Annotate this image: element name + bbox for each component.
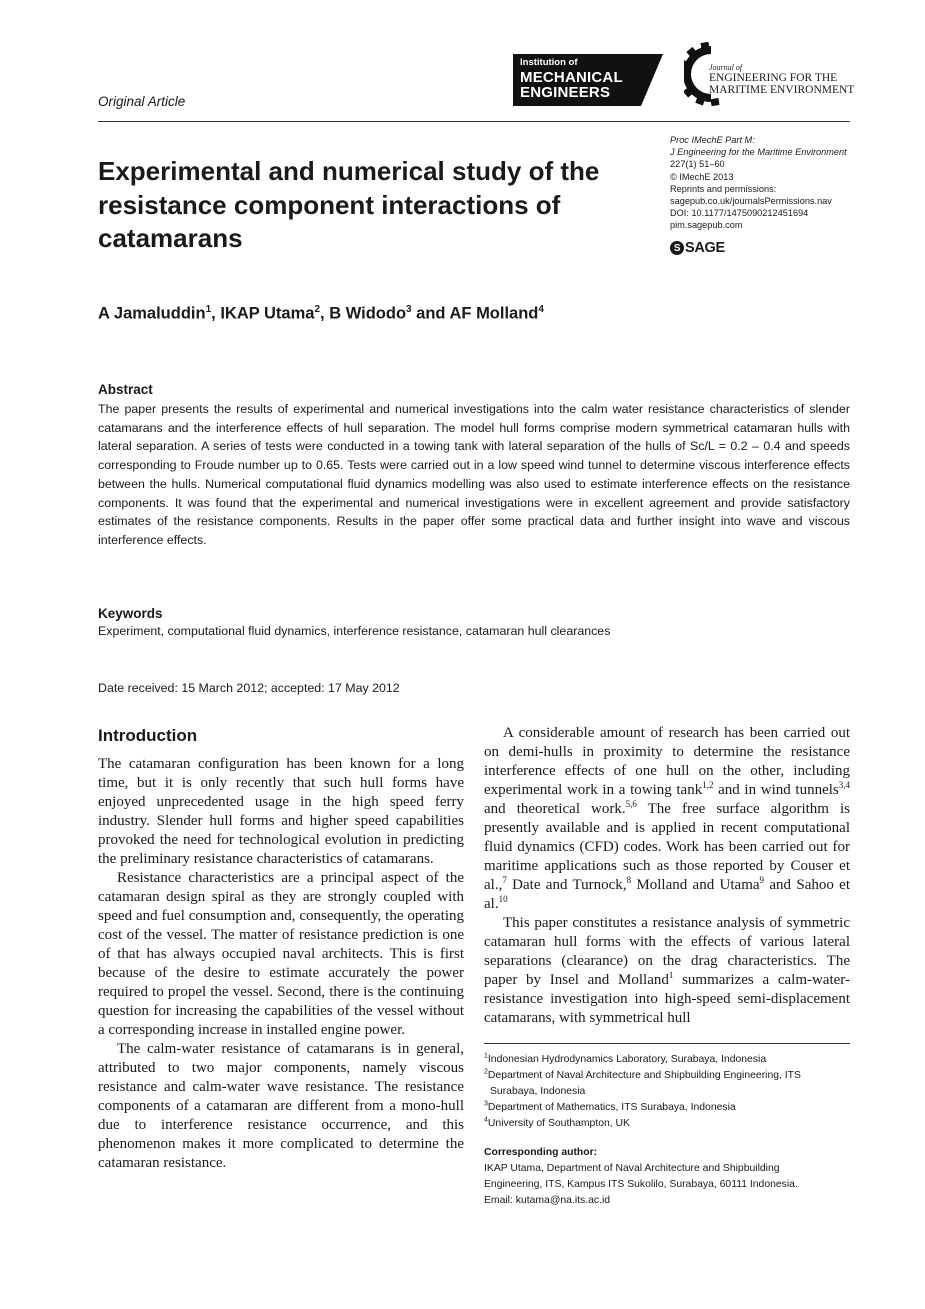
citation-ref[interactable]: 1,2 [702, 780, 714, 790]
institution-name-line: MECHANICAL [520, 68, 623, 86]
body-paragraph: The catamaran configuration has been known for a long time, but it is only recently that such hull forms have enjoyed unprecedented usage in the high speed ferry industry. Slender hull forms and higher speed capabilities provoked the need for technological evolution in predicting the preliminary resistance characteristics of catamarans. [98, 756, 464, 867]
corresponding-heading: Corresponding author: [484, 1147, 598, 1158]
footnote-divider [484, 1043, 850, 1044]
citation-ref[interactable]: 3,4 [838, 780, 850, 790]
affiliation-number: 3 [484, 1100, 488, 1108]
affiliation-text-continued: Surabaya, Indonesia [490, 1086, 586, 1097]
author-affiliation-ref: 4 [538, 304, 544, 315]
body-paragraph: This paper constitutes a resistance analysis of symmetric catamaran hull forms with the effects of various lateral separations (clearance) on the drag characteristics. The paper by Insel and Molland$^1$ summarizes a calm-water-resistance investigation into high-speed semi-displacement catamarans, with symmetrical hull [484, 915, 850, 1026]
affiliation-number: 1 [484, 1052, 488, 1060]
body-column-right [484, 724, 850, 1028]
corresponding-line: IKAP Utama, Department of Naval Architecture and Shipbuilding [484, 1163, 780, 1174]
author-name: IKAP Utama [220, 304, 315, 323]
dates-line: Date received: 15 March 2012; accepted: 17 May 2012 [98, 681, 400, 695]
citation-ref[interactable]: 7 [502, 875, 507, 885]
journal-name [709, 63, 854, 96]
publisher-name: SAGE [685, 240, 725, 256]
corresponding-author [484, 1145, 850, 1209]
citation-ref[interactable]: 8 [626, 875, 632, 885]
meta-line: 227(1) 51–60 [670, 159, 725, 170]
affiliation-text: University of Southampton, UK [487, 1118, 630, 1129]
meta-line: J Engineering for the Maritime Environment [670, 147, 847, 158]
corresponding-line: Engineering, ITS, Kampus ITS Sukolilo, Surabaya, 60111 Indonesia. [484, 1179, 798, 1190]
institution-name-line: Institution of [520, 57, 578, 68]
affiliation-text: Department of Mathematics, ITS Surabaya, Indonesia [487, 1102, 736, 1113]
meta-line: Reprints and permissions: [670, 183, 777, 194]
author-list: A Jamaluddin$^1$, IKAP Utama$^2$, B Widodo$^3$ and AF Molland$^4$ [98, 304, 544, 323]
affiliation-number: 4 [484, 1116, 488, 1124]
abstract-heading: Abstract [98, 382, 153, 397]
affiliation-item [484, 1116, 850, 1132]
journal-name-line: MARITIME ENVIRONMENT [709, 84, 855, 96]
author-name: A Jamaluddin [98, 304, 206, 323]
body-column-left [98, 755, 464, 1173]
abstract-text: The paper presents the results of experimental and numerical investigations into the calm water resistance characteristics of slender catamarans and the interference effects of hull separation. The model hull forms comprise modern symmetrical catamaran hulls with lateral separation. A series of tests were conducted in a towing tank with lateral separation of the hulls of Sc/L = 0.2 – 0.4 and speeds corresponding to Froude number up to 0.65. Tests were carried out in a low speed wind tunnel to determine viscous interference effects between the hulls. Numerical computational fluid dynamics modelling was also used to estimate interference effects on the resistance components. It was found that the experimental and numerical investigations were in excellent agreement and provide satisfactory estimates of the resistance components. Results in the paper offer some practical data and further insight into wave and viscous interference effects. [98, 402, 850, 547]
author-name: AF Molland [449, 304, 539, 323]
body-paragraph: The calm-water resistance of catamarans is in general, attributed to two major components, namely viscous resistance and calm-water wave resistance. The resistance components of a catamaran are different from a mono-hull due to interference resistance occurrence, and this phenomenon makes it more complicated to determine the catamaran resistance. [98, 1041, 464, 1171]
author-name: B Widodo [329, 304, 407, 323]
keywords-text: Experiment, computational fluid dynamics, interference resistance, catamaran hull clearances [98, 624, 611, 638]
citation-ref[interactable]: 1 [668, 970, 674, 980]
body-paragraph: A considerable amount of research has been carried out on demi-hulls in proximity to determine the resistance interference effects of one hull on the other, including experimental work in a towing tank$^{1,2}$ and in wind tunnels$^{3,4}$ and theoretical work.$^{5,6}$ The free surface algorithm is presently available and is applied in recent computational fluid dynamics (CFD) codes. Work has been carried out for maritime applications such as those reported by Couser et al.,$^7$ Date and Turnock,$^8$ Molland and Utama$^9$ and Sahoo et al.$^{10}$ [484, 725, 851, 912]
article-title: Experimental and numerical study of the resistance component interactions of catamarans [98, 156, 600, 253]
journal-name-line: ENGINEERING FOR THE [709, 72, 838, 84]
header-divider [98, 121, 850, 122]
journal-of-label: Journal of [709, 63, 743, 72]
author-affiliation-ref: 3 [406, 304, 412, 315]
affiliation-number: 2 [484, 1068, 488, 1076]
citation-ref[interactable]: 10 [498, 894, 508, 904]
keywords-heading: Keywords [98, 606, 163, 621]
affiliation-item [484, 1100, 850, 1116]
affiliation-item [484, 1068, 850, 1084]
article-type: Original Article [98, 94, 186, 109]
publisher-logo [670, 240, 725, 256]
institution-name-line: ENGINEERS [520, 83, 611, 101]
introduction-heading: Introduction [98, 726, 198, 745]
affiliation-text: Department of Naval Architecture and Shipbuilding Engineering, ITS [487, 1070, 801, 1081]
meta-line: DOI: 10.1177/1475090212451694 [670, 208, 809, 219]
meta-line: sagepub.co.uk/journalsPermissions.nav [670, 196, 832, 207]
publication-meta [670, 134, 847, 232]
meta-line: pim.sagepub.com [670, 220, 743, 231]
body-paragraph: Resistance characteristics are a principal aspect of the catamaran design spiral as they are strongly coupled with speed and fuel consumption and, consequently, the operating cost of the vessel. The matter of resistance prediction is one of that has always occupied naval architects. This is first because of the desire to estimate accurately the power required to propel the vessel. Second, there is the continuing question for increasing the capabilities of the vessel without a corresponding increase in installed engine power. [98, 870, 464, 1038]
institution-name [520, 58, 623, 100]
affiliations [484, 1052, 850, 1132]
author-affiliation-ref: 1 [205, 304, 212, 315]
meta-line: Proc IMechE Part M: [670, 135, 755, 145]
affiliation-text: Indonesian Hydrodynamics Laboratory, Surabaya, Indonesia [487, 1054, 767, 1065]
meta-line: © IMechE 2013 [670, 171, 734, 182]
affiliation-item [484, 1052, 850, 1068]
citation-ref[interactable]: 9 [759, 875, 765, 885]
author-affiliation-ref: 2 [314, 304, 321, 315]
sage-icon: S [670, 241, 684, 255]
citation-ref[interactable]: 5,6 [625, 799, 637, 809]
corresponding-line: Email: kutama@na.its.ac.id [484, 1195, 611, 1206]
